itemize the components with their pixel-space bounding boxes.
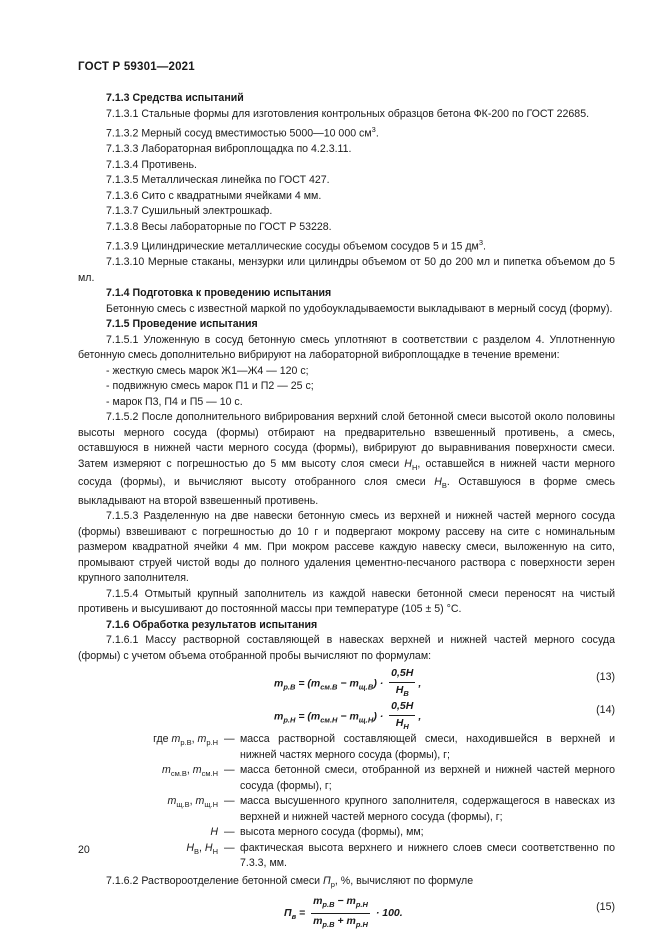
paragraph: 7.1.5.3 Разделенную на две навески бетонную смесь из верхней и нижней частей мерного сосуда (формы) взвешивают с погрешностью до 10 г и подвергают мокрому рассеву на сите с номинальным размером квадратной ячейки 4 мм. При мокром рассеве каждую навеску смеси, выложенную на сито, промывают струей чистой воды до полного удаления цементно-песчаного раствора с поверхности зерен крупного заполнителя. (78, 510, 615, 585)
formula-expression: $П_в$ = $\frac{m_{р.В} - m_{р.Н}}{m_{р.В} + m_{р.Н}}$ · 100. (284, 895, 403, 930)
definition-row: $m_{щ.В}$, $m_{щ.Н}$ — масса высушенного крупного заполнителя, содержащегося в навесках из верхней и нижней частей мерного сосуда (формы), г; (167, 795, 615, 823)
definitions-list (78, 732, 615, 872)
section-heading-7-1-6: 7.1.6 Обработка результатов испытания (106, 618, 318, 631)
paragraph: 7.1.5.1 Уложенную в сосуд бетонную смесь уплотняют в соответствии с разделом 4. Уплотненную бетонную смесь дополнительно вибрируют на лабораторной виброплощадке в течение времени: (78, 333, 615, 362)
list-item: 7.1.3.6 Сито с квадратными ячейками 4 мм. (106, 189, 322, 202)
formula-expression: $m_{р.Н} = (m_{см.Н} - m_{щ.Н})$ · $\frac{0,5H}{H_Н}$ , (274, 700, 422, 731)
list-item: 7.1.3.9 Цилиндрические металлические сосуды объемом сосудов 5 и 15 $дм^3$. (106, 238, 486, 253)
list-item: 7.1.3.8 Весы лабораторные по ГОСТ Р 53228. (106, 220, 332, 233)
document-header: ГОСТ Р 59301—2021 (78, 61, 195, 73)
formula-15 (78, 892, 615, 930)
paragraph: 7.1.6.1 Массу растворной составляющей в навесках верхней и нижней частей мерного сосуда (формы) с учетом объема отобранной пробы вычисляют по формулам: (78, 634, 615, 662)
list-item: 7.1.3.1 Стальные формы для изготовления контрольных образцов бетона ФК-200 по ГОСТ 22685. (106, 107, 590, 120)
list-item: 7.1.3.4 Противень. (106, 158, 197, 171)
section-heading-7-1-5: 7.1.5 Проведение испытания (106, 318, 258, 331)
list-item: 7.1.3.3 Лабораторная виброплощадка по 4.2.3.11. (106, 143, 352, 156)
formula-13 (78, 664, 615, 697)
definition-row: $m_{см.В}$, $m_{см.Н}$ — масса бетонной смеси, отобранной из верхней и нижней частей мерного сосуда (формы), г; (162, 764, 615, 792)
definition-row: H — высота мерного сосуда (формы), мм; (210, 826, 424, 839)
section-heading-7-1-3: 7.1.3 Средства испытаний (106, 92, 244, 104)
list-item: - жесткую смесь марок Ж1—Ж4 — 120 с; (106, 364, 309, 377)
paragraph: 7.1.5.4 Отмытый крупный заполнитель из каждой навески бетонной смеси переносят на чистый противень и высушивают до постоянной массы при температуре (105 ± 5) °С. (78, 587, 615, 616)
formula-expression: $m_{р.В} = (m_{см.В} - m_{щ.В})$ · $\frac{0,5H}{H_В}$ , (274, 667, 422, 698)
paragraph: Бетонную смесь с известной маркой по удобоукладываемости выкладывают в мерный сосуд (форму). (106, 302, 613, 315)
definition-row: где $m_{р.В}$, $m_{р.Н}$ — масса растворной составляющей смеси, находившейся в верхней и нижней частях мерного сосуда (формы), г; (153, 733, 615, 761)
definition-row: $H_В$, $H_Н$ — фактическая высота верхнего и нижнего слоев смеси соответственно по 7.3.3, мм. (186, 841, 615, 870)
equation-number: (15) (596, 901, 615, 914)
list-item: 7.1.3.7 Сушильный электрошкаф. (106, 205, 273, 218)
list-item: 7.1.3.5 Металлическая линейка по ГОСТ 427. (106, 174, 330, 187)
equation-number: (14) (596, 704, 615, 717)
document-body (78, 91, 615, 930)
formula-14 (78, 697, 615, 730)
list-item: 7.1.3.2 Мерный сосуд вместимостью 5000—10 000 $см^3$. (106, 125, 379, 140)
page-number: 20 (78, 844, 90, 856)
paragraph: 7.1.5.2 После дополнительного вибрирования верхний слой бетонной смеси высотой около половины высоты мерного сосуда (формы) отбирают на предварительно взвешенный противень, а смесь, оставшуюся в нижней части мерного сосуда (формы), вибрируют до выравнивания поверхности смеси. Затем измеряют с погрешностью до 5 мм высоту слоя смеси $H_Н$, оставшейся в нижней части мерного сосуда (формы), и вычисляют высоту отобранного слоя смеси $H_В$. Оставшуюся в форме смесь выкладывают на второй взвешенный противень. (78, 411, 615, 507)
paragraph: 7.1.6.2 Раствороотделение бетонной смеси $П_р$, %, вычисляют по формуле (106, 874, 474, 889)
section-heading-7-1-4: 7.1.4 Подготовка к проведению испытания (106, 287, 332, 300)
equation-number: (13) (596, 671, 615, 684)
list-item: 7.1.3.10 Мерные стаканы, мензурки или цилиндры объемом от 50 до 200 мл и пипетка объемом до 5 мл. (78, 256, 615, 284)
list-item: - марок П3, П4 и П5 — 10 с. (106, 395, 243, 408)
list-item: - подвижную смесь марок П1 и П2 — 25 с; (106, 380, 314, 393)
